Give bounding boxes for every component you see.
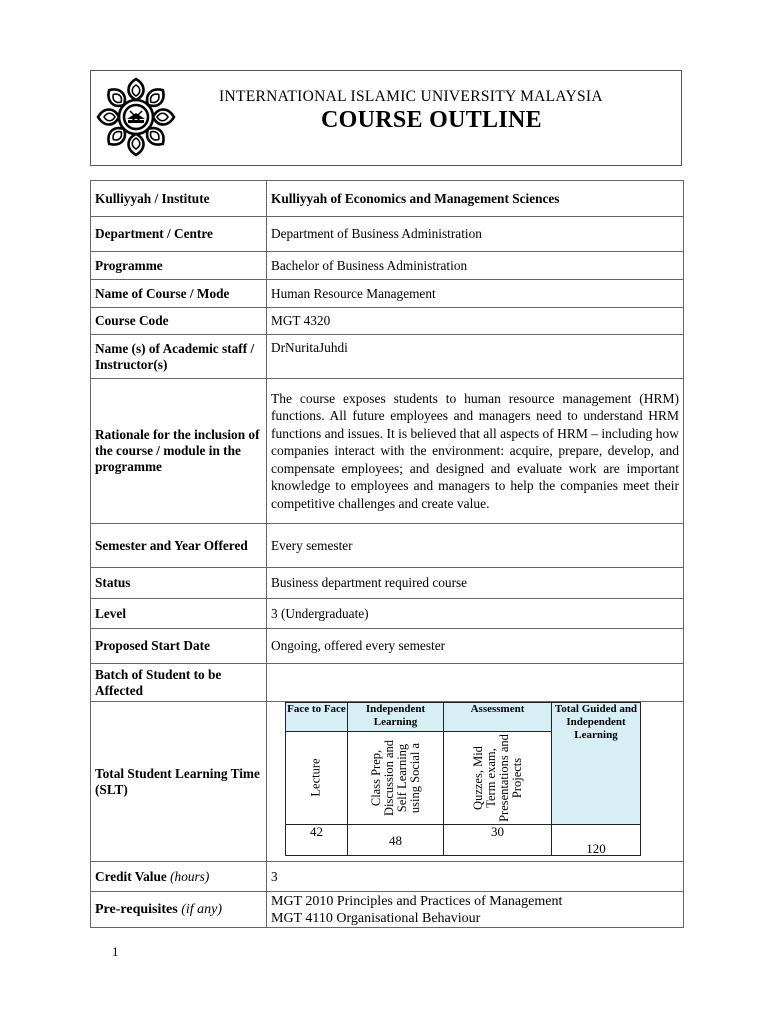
university-name: INTERNATIONAL ISLAMIC UNIVERSITY MALAYSIA — [219, 88, 603, 105]
course-code-label: Course Code — [91, 308, 267, 335]
page-number: 1 — [112, 944, 119, 959]
rationale-value: The course exposes students to human resource management (HRM) functions. All future employees and managers need to understand HRM functions and issues. It is believed that all aspects of HRM – including how companies interact with the environment: acquire, prepare, develop, and compensate employees; and designed and evaluate work are important knowledge to employees and managers to help the companies meet their competitive challenges and create value. — [267, 379, 684, 524]
table-row — [91, 702, 684, 862]
level-value: 3 (Undergraduate) — [267, 599, 684, 629]
table-row — [91, 308, 684, 335]
table-row — [91, 524, 684, 568]
slt-table — [285, 702, 641, 856]
department-value: Department of Business Administration — [267, 217, 684, 252]
status-label: Status — [91, 568, 267, 599]
semester-label: Semester and Year Offered — [91, 524, 267, 568]
start-date-value: Ongoing, offered every semester — [267, 629, 684, 664]
prereq-value: MGT 2010 Principles and Practices of Management MGT 4110 Organisational Behaviour — [267, 892, 684, 928]
kulliyyah-label: Kulliyyah / Institute — [91, 181, 267, 217]
table-row — [91, 629, 684, 664]
slt-value-independent: 48 — [348, 825, 444, 856]
rationale-label: Rationale for the inclusion of the course / module in the programme — [91, 379, 267, 524]
instructor-label: Name (s) of Academic staff / Instructor(s) — [91, 335, 267, 379]
slt-header-total: Total Guided and Independent Learning — [552, 703, 641, 825]
slt-sub-assessment: Quzzes, Mid Term exam, Presentations and Projects — [444, 732, 552, 825]
table-row — [91, 568, 684, 599]
semester-value: Every semester — [267, 524, 684, 568]
slt-sub-lecture: Lecture — [286, 732, 348, 825]
table-row — [91, 335, 684, 379]
table-row — [91, 664, 684, 702]
status-value: Business department required course — [267, 568, 684, 599]
iium-emblem-icon — [94, 75, 178, 159]
programme-value: Bachelor of Business Administration — [267, 252, 684, 280]
kulliyyah-value: Kulliyyah of Economics and Management Sciences — [267, 181, 684, 217]
instructor-value: DrNuritaJuhdi — [267, 335, 684, 379]
page-title: COURSE OUTLINE — [321, 107, 542, 133]
prereq-label: Pre-requisites (if any) — [91, 892, 267, 928]
table-row — [91, 217, 684, 252]
table-row — [91, 280, 684, 308]
table-row — [91, 892, 684, 928]
course-code-value: MGT 4320 — [267, 308, 684, 335]
department-label: Department / Centre — [91, 217, 267, 252]
course-name-value: Human Resource Management — [267, 280, 684, 308]
slt-cell — [267, 702, 684, 862]
credit-value: 3 — [267, 862, 684, 892]
slt-label: Total Student Learning Time (SLT) — [91, 702, 267, 862]
table-row — [91, 379, 684, 524]
slt-header-row — [286, 703, 641, 732]
level-label: Level — [91, 599, 267, 629]
table-row — [91, 599, 684, 629]
course-outline-table — [90, 180, 684, 928]
slt-sub-class-prep: Class Prep, Discussion and Self Learning using Social a — [348, 732, 444, 825]
slt-values-row — [286, 825, 641, 856]
slt-value-lecture: 42 — [286, 825, 348, 856]
table-row — [91, 181, 684, 217]
slt-header-independent: Independent Learning — [348, 703, 444, 732]
course-name-label: Name of Course / Mode — [91, 280, 267, 308]
slt-header-face: Face to Face — [286, 703, 348, 732]
programme-label: Programme — [91, 252, 267, 280]
table-row — [91, 252, 684, 280]
batch-value — [267, 664, 684, 702]
slt-value-total: 120 — [552, 825, 641, 856]
slt-header-assessment: Assessment — [444, 703, 552, 732]
header-box — [90, 70, 682, 166]
batch-label: Batch of Student to be Affected — [91, 664, 267, 702]
table-row — [91, 862, 684, 892]
slt-value-assessment: 30 — [444, 825, 552, 856]
credit-label: Credit Value (hours) — [91, 862, 267, 892]
start-date-label: Proposed Start Date — [91, 629, 267, 664]
